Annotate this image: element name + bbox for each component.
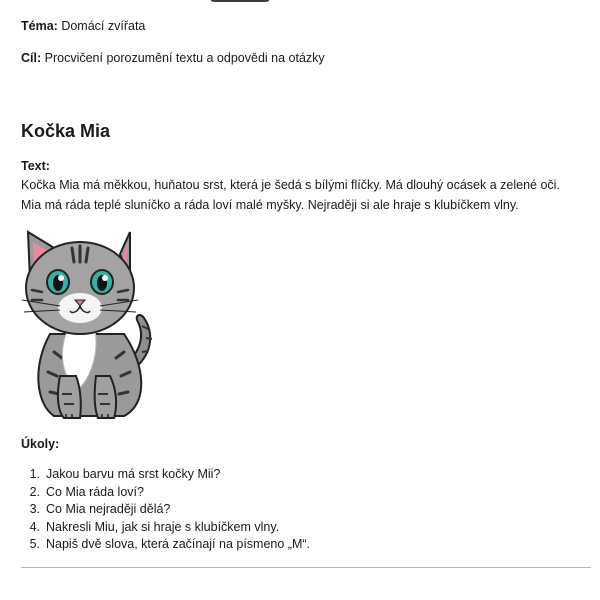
task-item (21, 501, 310, 519)
topic-line (21, 18, 145, 34)
topic-value: Domácí zvířata (61, 19, 146, 33)
goal-label: Cíl: (21, 51, 42, 65)
task-text: Co Mia ráda loví? (46, 484, 144, 499)
task-item (21, 484, 310, 502)
tasks-label: Úkoly: (21, 437, 60, 451)
task-text: Jakou barvu má srst kočky Mii? (46, 467, 221, 481)
task-item (21, 466, 310, 484)
task-text: Napiš dvě slova, která začínají na písmeno „M“. (46, 537, 311, 552)
task-text: Nakresli Miu, jak si hraje s klubíčkem vlny. (46, 519, 280, 534)
task-item (21, 536, 310, 554)
cat-illustration (20, 226, 156, 424)
task-number: 4. (29, 519, 40, 534)
task-number: 5. (29, 537, 40, 552)
topic-label: Téma: (21, 19, 58, 33)
horizontal-rule (21, 567, 591, 568)
task-item (21, 519, 310, 537)
story-text-line: Kočka Mia má měkkou, huňatou srst, která je šedá s bílými flíčky. Má dlouhý ocásek a zelené oči. (21, 178, 560, 192)
cropped-heading-fragment (210, 0, 270, 2)
story-title: Kočka Mia (21, 121, 111, 141)
task-text: Co Mia nejraději dělá? (46, 502, 171, 517)
goal-value: Procvičení porozumění textu a odpovědi na otázky (44, 51, 325, 65)
task-list (21, 466, 310, 554)
goal-line (21, 50, 325, 66)
text-label: Text: (21, 159, 50, 173)
task-number: 1. (29, 467, 40, 481)
task-number: 3. (29, 502, 40, 517)
story-text-line: Mia má ráda teplé sluníčko a ráda loví malé myšky. Nejraději si ale hraje s klubíčkem vlny. (21, 198, 519, 212)
story-text (21, 175, 593, 215)
task-number: 2. (29, 484, 40, 499)
